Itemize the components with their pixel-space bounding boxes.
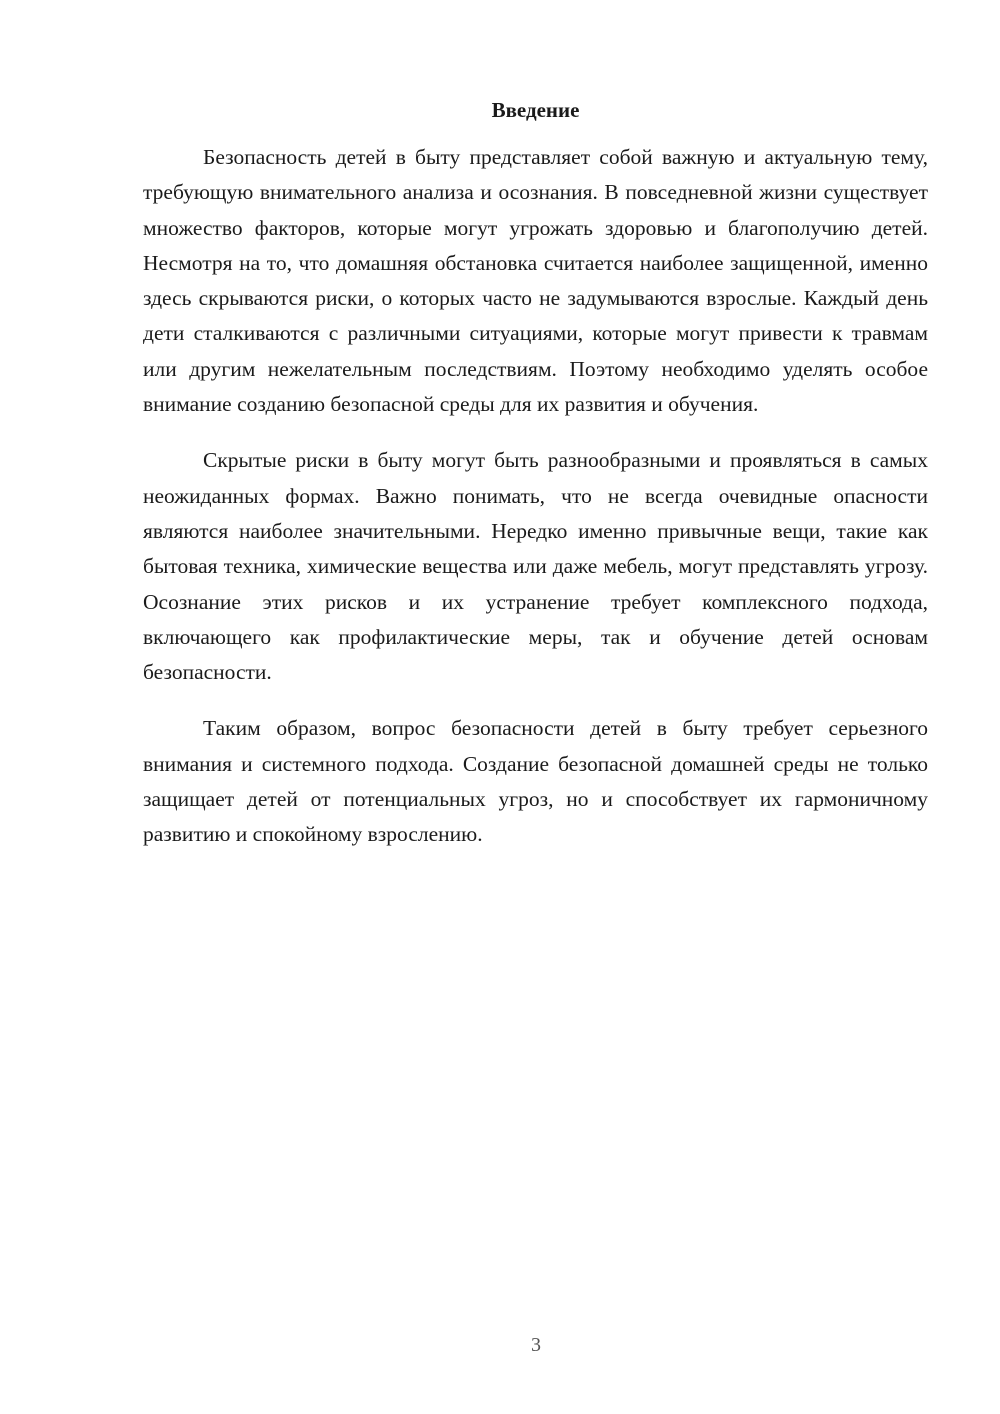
paragraph-3: Таким образом, вопрос безопасности детей в быту требует серьезного внимания и системного подхода. Создание безопасной домашней среды не только защищает детей от потенциальных угроз, но и способствует их гармоничному развитию и спокойному взрослению. [143, 716, 928, 847]
page-number: 3 [531, 1334, 541, 1356]
paragraph-1: Безопасность детей в быту представляет собой важную и актуальную тему, требующую внимательного анализа и осознания. В повседневной жизни существует множество факторов, которые могут угрожать здоровью и благополучию детей. Несмотря на то, что домашняя обстановка считается наиболее защищенной, именно здесь скрываются риски, о которых часто не задумываются взрослые. Каждый день дети сталкиваются с различными ситуациями, которые могут привести к травмам или другим нежелательным последствиям. Поэтому необходимо уделять особое внимание созданию безопасной среды для их развития и обучения. [143, 145, 928, 417]
section-heading: Введение [491, 98, 580, 122]
page-content [143, 92, 928, 874]
paragraph-2: Скрытые риски в быту могут быть разнообразными и проявляться в самых неожиданных формах. Важно понимать, что не всегда очевидные опасности являются наиболее значительными. Нередко именно привычные вещи, такие как бытовая техника, химические вещества или даже мебель, могут представлять угрозу. Осознание этих рисков и их устранение требует комплексного подхода, включающего как профилактические меры, так и обучение детей основам безопасности. [143, 448, 928, 685]
